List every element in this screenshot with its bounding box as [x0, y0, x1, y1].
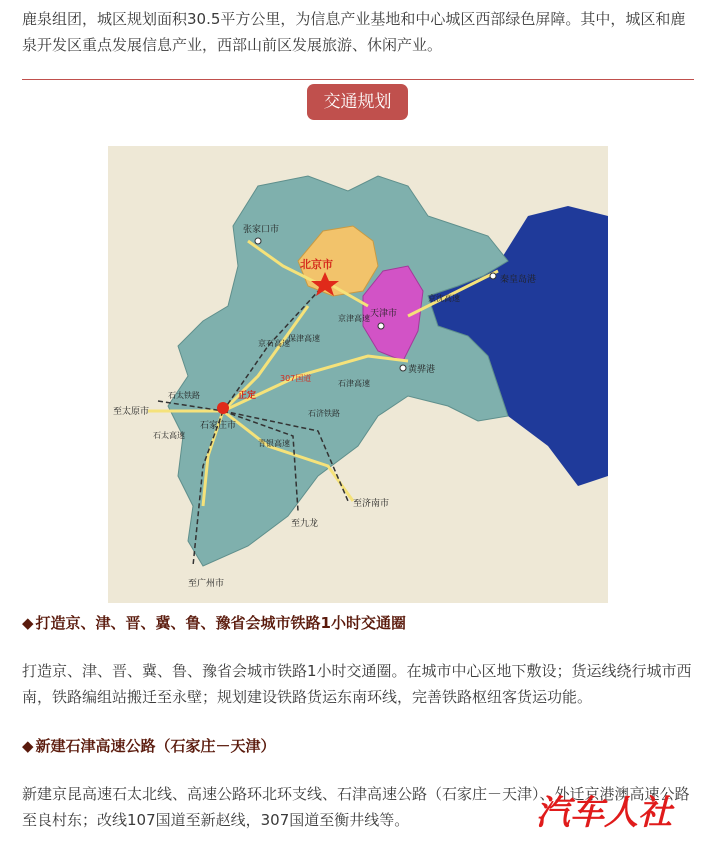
map-label-shitai-gaosu: 石太高速 — [153, 431, 185, 440]
map-label-jingshi-gaosu: 京石高速 — [258, 339, 290, 348]
paragraph-shijin-expressway: 新建京昆高速石太北线、高速公路环北环支线、石津高速公路（石家庄－天津）、外迁京港澳高速公路至良村东；改线107国道至新赵线，307国道至衡井线等。 — [22, 785, 690, 829]
diamond-icon: ◆ — [22, 614, 34, 632]
map-label-jingjin-gaosu: 京津高速 — [338, 314, 370, 323]
map-label-to-jinan: 至济南市 — [353, 499, 390, 509]
qinhuangdao-marker — [490, 273, 496, 279]
map-label-shiji-tielu: 石济铁路 — [308, 409, 340, 418]
heading-shijin-expressway — [22, 735, 276, 756]
map-label-huanghua: 黄骅港 — [408, 365, 436, 375]
watermark-text: 汽车人社 — [536, 793, 672, 833]
transport-map — [108, 146, 608, 603]
watermark-logo — [532, 782, 702, 836]
map-label-zhengding: 正定 — [238, 391, 257, 401]
heading-rail-circle — [22, 612, 406, 633]
section-divider — [22, 79, 694, 80]
map-label-route-307: 307国道 — [280, 374, 312, 383]
map-label-qinggu-gaosu: 青银高速 — [258, 439, 290, 448]
map-label-to-taiyuan: 至太原市 — [113, 407, 150, 417]
map-label-shijin-gaosu: 石津高速 — [338, 379, 370, 388]
paragraph-rail-circle: 打造京、津、晋、冀、鲁、豫省会城市铁路1小时交通圈。在城市中心区地下敷设；货运线绕行城市西南，铁路编组站搬迁至永壁；规划建设铁路货运东南环线，完善铁路枢纽客货运功能。 — [22, 662, 692, 706]
shijiazhuang-marker — [217, 402, 229, 414]
map-label-qinhuangdao: 秦皇岛港 — [500, 275, 537, 285]
map-label-to-guangzhou: 至广州市 — [188, 579, 225, 589]
map-label-to-jiulong: 至九龙 — [291, 519, 319, 529]
map-label-shitai-tielu: 石太铁路 — [168, 391, 200, 400]
map-label-tianjin: 天津市 — [370, 309, 398, 319]
huanghua-marker — [400, 365, 406, 371]
tianjin-marker — [378, 323, 384, 329]
map-label-zhangjiakou: 张家口市 — [243, 225, 280, 235]
section-title: 交通规划 — [307, 84, 408, 120]
map-label-beijing: 北京市 — [300, 258, 333, 271]
zhangjiakou-marker — [255, 238, 261, 244]
intro-paragraph: 鹿泉组团，城区规划面积30.5平方公里，为信息产业基地和中心城区西部绿色屏障。其中，城区和鹿泉开发区重点发展信息产业，西部山前区发展旅游、休闲产业。 — [22, 10, 686, 54]
heading-shijin-expressway-text: 新建石津高速公路（石家庄－天津） — [35, 737, 276, 755]
map-label-jingshen-gaosu: 京沈高速 — [428, 294, 460, 303]
diamond-icon: ◆ — [22, 737, 34, 755]
map-label-baojin-gaosu: 保津高速 — [288, 334, 320, 343]
map-label-shijiazhuang: 石家庄市 — [200, 421, 237, 431]
heading-rail-circle-text: 打造京、津、晋、冀、鲁、豫省会城市铁路1小时交通圈 — [35, 614, 406, 632]
